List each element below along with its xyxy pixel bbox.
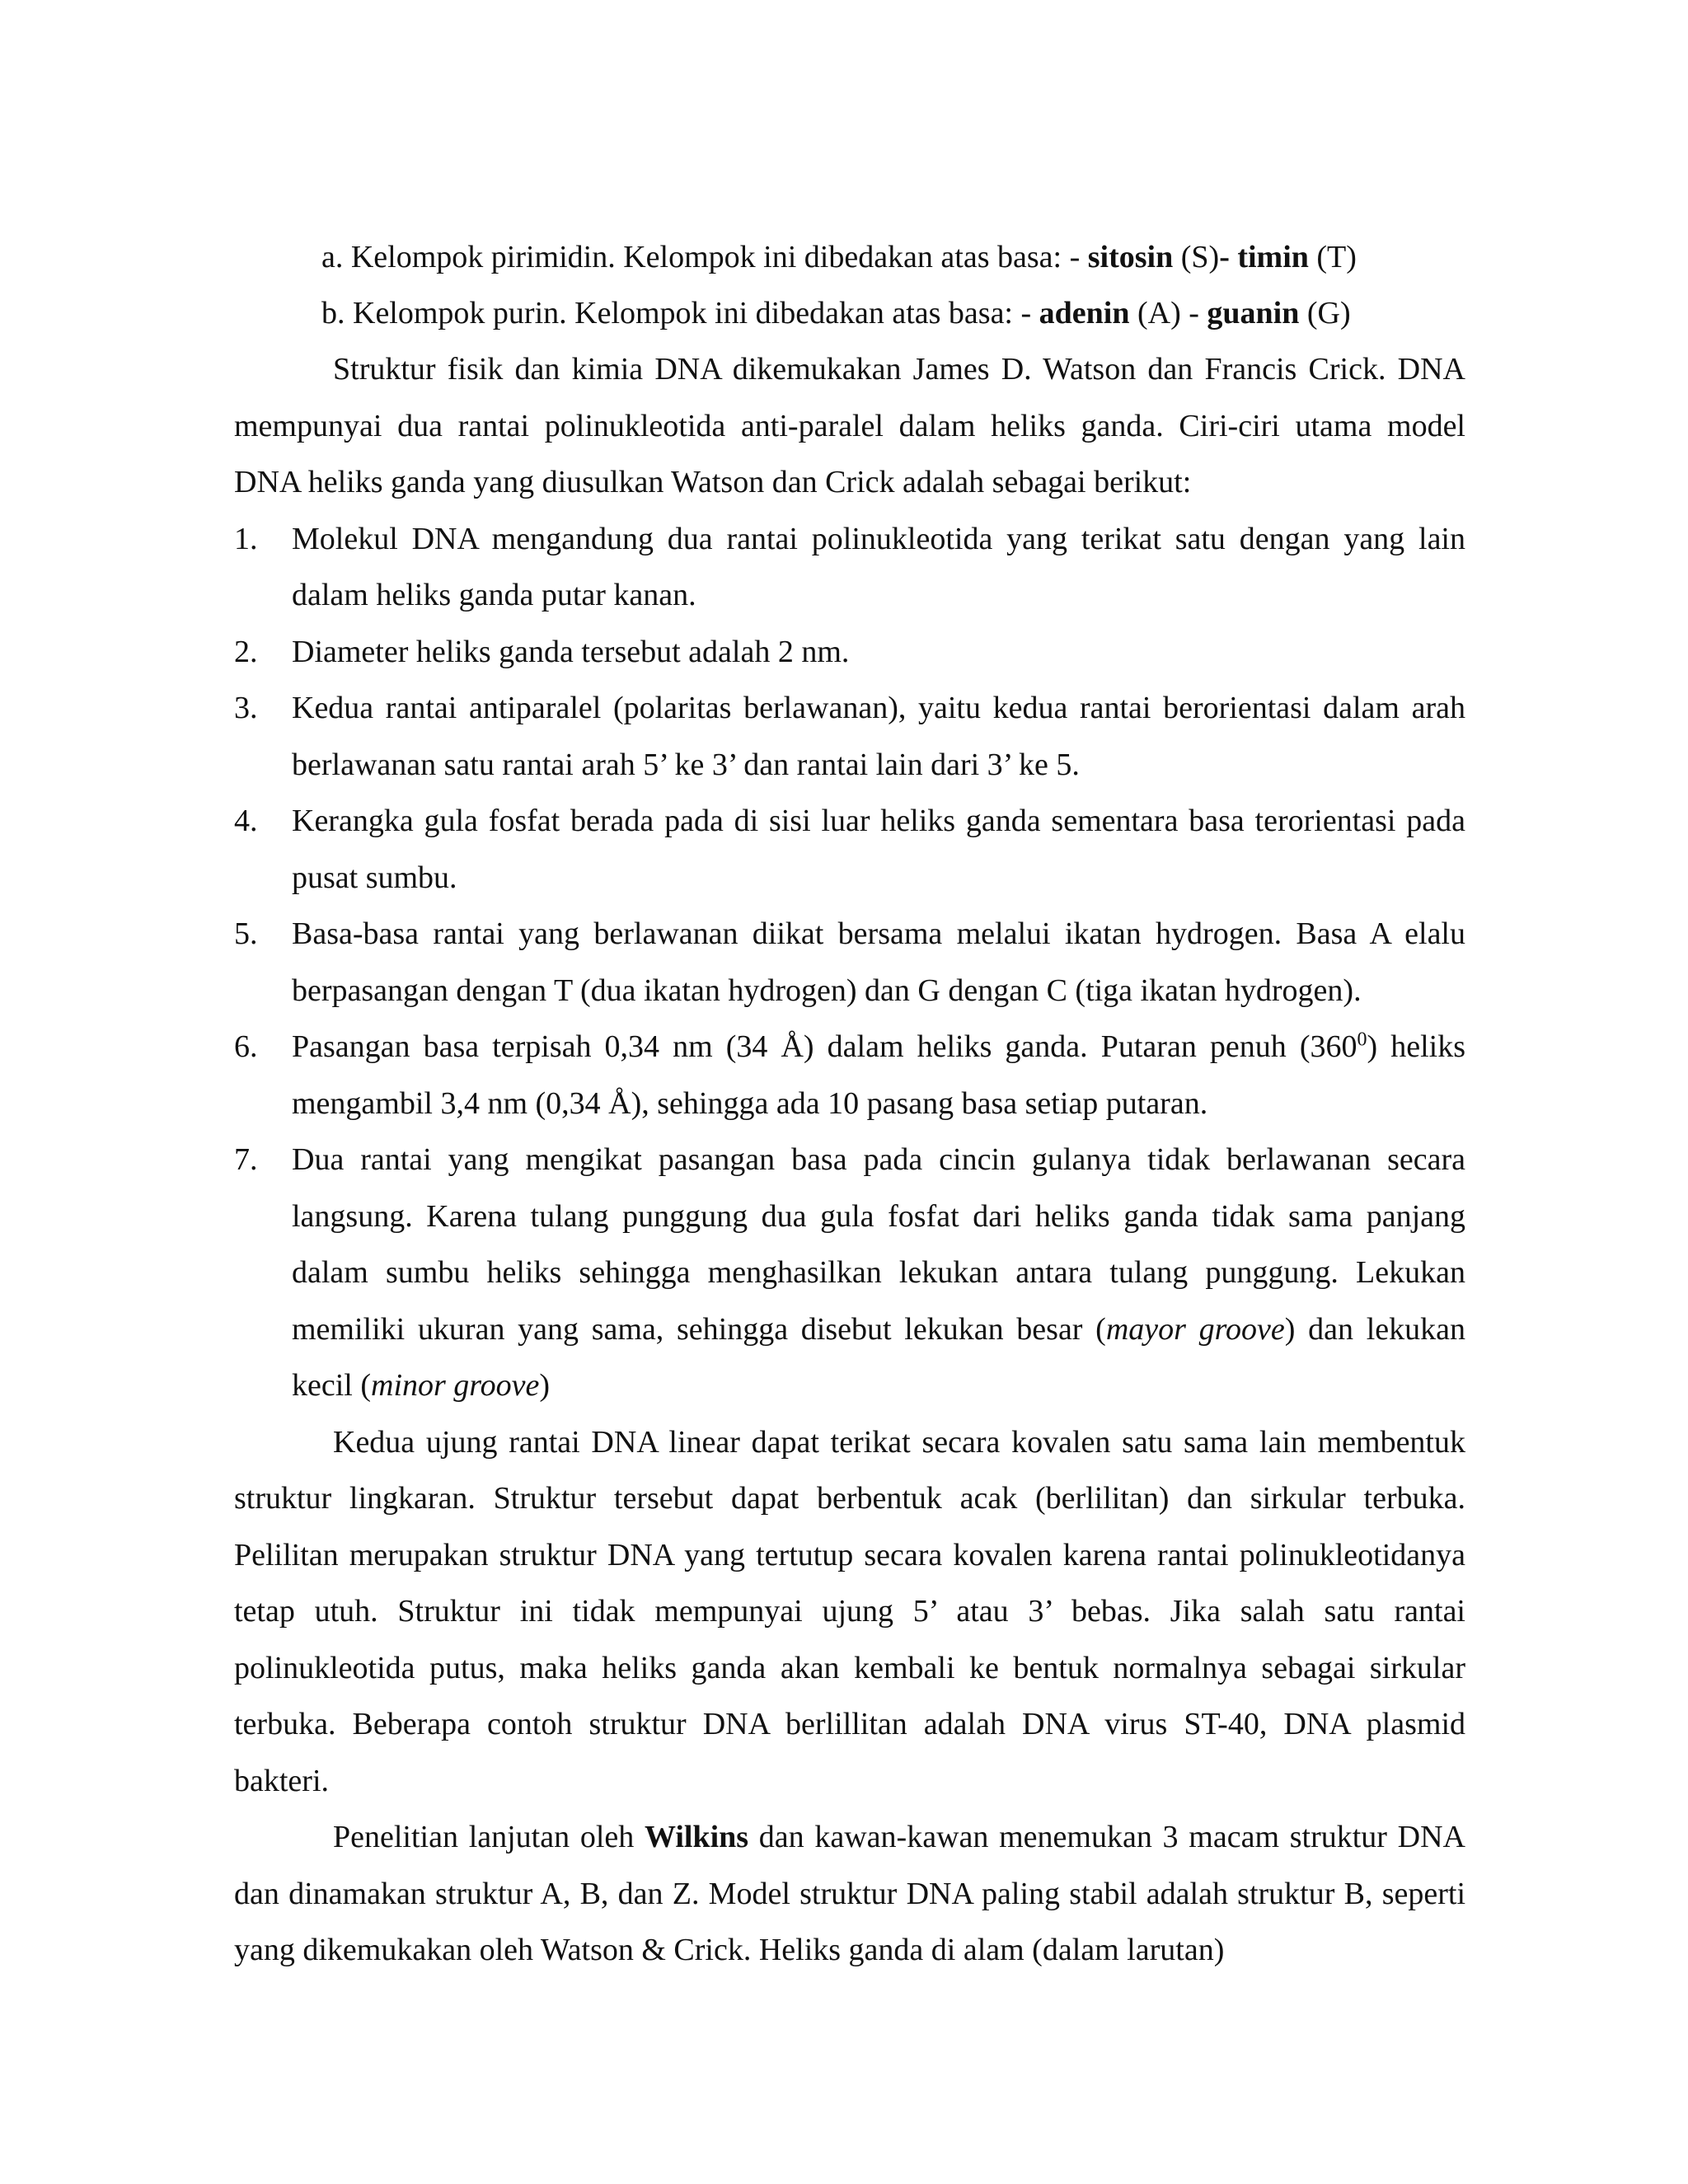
list-item xyxy=(234,1132,1465,1414)
list-item xyxy=(234,1019,1465,1132)
list-item xyxy=(234,511,1465,624)
pyrimidine-separator: - xyxy=(1219,240,1238,274)
paragraph-3-text-b: dan kawan-kawan menemukan 3 macam struktur DNA dan dinamakan struktur A, B, dan Z. Model struktur DNA paling stabil adalah struktur B, seperti yang dikemukakan oleh Watson & Crick. Heliks ganda di alam (dalam larutan) xyxy=(234,1820,1466,1967)
list-item-text-a: Dua rantai yang mengikat pasangan basa pada cincin gulanya tidak berlawanan secara langsung. Karena tulang punggung dua gula fosfat dari heliks ganda tidak sama panjang dalam sumbu heliks sehingga menghasilkan lekukan antara tulang punggung. Lekukan memiliki ukuran yang sama, sehingga disebut lekukan besar ( xyxy=(292,1142,1465,1347)
list-item-number: 6. xyxy=(234,1029,258,1064)
paragraph-covalent-circular xyxy=(234,1414,1465,1810)
list-item-number: 1. xyxy=(234,521,258,556)
purine-prefix: b. Kelompok purin. Kelompok ini dibedakan atas basa: - xyxy=(321,296,1039,330)
pyrimidine-base-2: timin xyxy=(1237,240,1309,274)
list-item-text-b: ) dan lekukan kecil ( xyxy=(292,1311,1465,1403)
purine-base-1: adenin xyxy=(1039,296,1130,330)
paragraph-3-text-a: Penelitian lanjutan oleh xyxy=(333,1820,645,1854)
list-item-text-b: ) heliks mengambil 3,4 nm (0,34 Å), sehingga ada 10 pasang basa setiap putaran. xyxy=(292,1029,1465,1121)
minor-groove-term: minor groove xyxy=(371,1368,540,1403)
list-item-number: 3. xyxy=(234,691,258,725)
pyrimidine-abbr-2: (T) xyxy=(1308,240,1357,274)
purine-base-2: guanin xyxy=(1207,296,1300,330)
page-content xyxy=(234,229,1465,1979)
purine-separator: - xyxy=(1180,296,1207,330)
list-item-text-a: Pasangan basa terpisah 0,34 nm (34 Å) dalam heliks ganda. Putaran penuh (360 xyxy=(292,1029,1357,1064)
pyrimidine-base-1: sitosin xyxy=(1087,240,1174,274)
intro-paragraph-text: Struktur fisik dan kimia DNA dikemukakan James D. Watson dan Francis Crick. DNA mempunyai dua rantai polinukleotida anti-paralel dalam heliks ganda. Ciri-ciri utama model DNA heliks ganda yang diusulkan Watson dan Crick adalah sebagai berikut: xyxy=(234,352,1465,499)
purine-abbr-1: (A) xyxy=(1129,296,1181,330)
degree-superscript: 0 xyxy=(1357,1029,1367,1051)
list-item-text: Kerangka gula fosfat berada pada di sisi luar heliks ganda sementara basa terorientasi pada pusat sumbu. xyxy=(292,804,1465,895)
list-item xyxy=(234,793,1465,906)
purine-abbr-2: (G) xyxy=(1299,296,1351,330)
pyrimidine-prefix: a. Kelompok pirimidin. Kelompok ini dibedakan atas basa: - xyxy=(321,240,1088,274)
pyrimidine-abbr-1: (S) xyxy=(1173,240,1220,274)
list-item-text: Molekul DNA mengandung dua rantai polinukleotida yang terikat satu dengan yang lain dalam heliks ganda putar kanan. xyxy=(292,521,1465,612)
list-item-number: 7. xyxy=(234,1142,258,1177)
list-item-text: Diameter heliks ganda tersebut adalah 2 nm. xyxy=(292,634,850,669)
paragraph-wilkins xyxy=(234,1809,1465,1979)
dna-features-list xyxy=(234,511,1465,1414)
list-item xyxy=(234,906,1465,1019)
list-item-text-c: ) xyxy=(539,1368,551,1403)
pyrimidine-group-line xyxy=(234,229,1465,285)
purine-group-line xyxy=(234,285,1465,341)
list-item-text: Basa-basa rantai yang berlawanan diikat bersama melalui ikatan hydrogen. Basa A elalu berpasangan dengan T (dua ikatan hydrogen) dan G dengan C (tiga ikatan hydrogen). xyxy=(292,916,1465,1008)
list-item xyxy=(234,624,1465,681)
base-groups xyxy=(234,229,1465,341)
list-item-number: 5. xyxy=(234,916,258,951)
paragraph-2-text: Kedua ujung rantai DNA linear dapat terikat secara kovalen satu sama lain membentuk struktur lingkaran. Struktur tersebut dapat berbentuk acak (berlilitan) dan sirkular terbuka. Pelilitan merupakan struktur DNA yang tertutup secara kovalen karena rantai polinukleotidanya tetap utuh. Struktur ini tidak mempunyai ujung 5’ atau 3’ bebas. Jika salah satu rantai polinukleotida putus, maka heliks ganda akan kembali ke bentuk normalnya sebagai sirkular terbuka. Beberapa contoh struktur DNA berlillitan adalah DNA virus ST-40, DNA plasmid bakteri. xyxy=(234,1424,1465,1798)
wilkins-name: Wilkins xyxy=(645,1820,749,1854)
list-item xyxy=(234,680,1465,793)
list-item-number: 4. xyxy=(234,804,258,838)
intro-paragraph xyxy=(234,341,1465,511)
major-groove-term: mayor groove xyxy=(1105,1311,1285,1347)
list-item-number: 2. xyxy=(234,634,258,669)
list-item-text: Kedua rantai antiparalel (polaritas berlawanan), yaitu kedua rantai berorientasi dalam arah berlawanan satu rantai arah 5’ ke 3’ dan rantai lain dari 3’ ke 5. xyxy=(292,691,1465,782)
